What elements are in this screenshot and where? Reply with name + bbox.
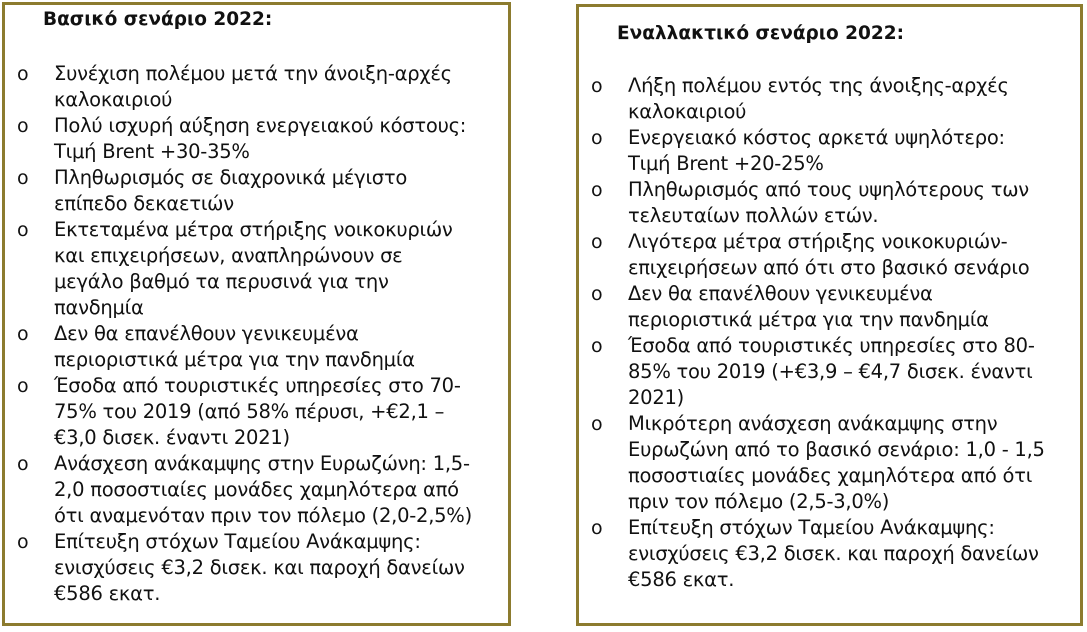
list-item-text-line: Ευρωζώνη από το βασικό σενάριο: 1,0 - 1,5	[628, 438, 1045, 461]
list-item-text-line: ενισχύσεις €3,2 δισεκ. και παροχή δανείων	[54, 556, 465, 579]
bullet-icon: o	[17, 323, 29, 345]
list-item	[579, 229, 1079, 281]
list-item	[5, 529, 505, 607]
list-item-text-line: Τιμή Brent +20-25%	[628, 152, 824, 175]
bullet-icon: o	[591, 75, 603, 97]
list-item-text-line: πανδημία	[54, 296, 144, 319]
alternative-scenario-title: Εναλλακτικό σενάριο 2022:	[617, 23, 905, 44]
bullet-icon: o	[591, 231, 603, 253]
list-item	[5, 165, 505, 217]
alternative-scenario-box	[576, 4, 1083, 626]
list-item-text-line: Ενεργειακό κόστος αρκετά υψηλότερο:	[628, 126, 1005, 149]
list-item-text-line: ποσοστιαίες μονάδες χαμηλότερα από ότι	[628, 464, 1033, 487]
list-item-text-line: και επιχειρήσεων, αναπληρώνουν σε	[54, 244, 403, 267]
list-item-text-line: περιοριστικά μέτρα για την πανδημία	[54, 348, 415, 371]
list-item-text-line: Πληθωρισμός από τους υψηλότερους των	[628, 178, 1029, 201]
list-item-text-line: περιοριστικά μέτρα για την πανδημία	[628, 308, 989, 331]
bullet-icon: o	[17, 63, 29, 85]
list-item	[579, 333, 1079, 411]
alternative-scenario-list	[579, 73, 1079, 593]
bullet-icon: o	[591, 413, 603, 435]
list-item-text-line: 2,0 ποσοστιαίες μονάδες χαμηλότερα από	[54, 478, 459, 501]
list-item-text-line: €586 εκατ.	[54, 582, 161, 605]
list-item-text-line: Επίτευξη στόχων Ταμείου Ανάκαμψης:	[54, 530, 421, 553]
bullet-icon: o	[17, 453, 29, 475]
list-item-text-line: Έσοδα από τουριστικές υπηρεσίες στο 80-	[628, 334, 1035, 357]
list-item-text-line: καλοκαιριού	[628, 100, 747, 123]
list-item	[5, 217, 505, 321]
list-item-text-line: Επίτευξη στόχων Ταμείου Ανάκαμψης:	[628, 516, 995, 539]
list-item	[5, 321, 505, 373]
bullet-icon: o	[17, 531, 29, 553]
list-item-text-line: Συνέχιση πολέμου μετά την άνοιξη-αρχές	[54, 62, 452, 85]
bullet-icon: o	[591, 335, 603, 357]
list-item-text-line: Πληθωρισμός σε διαχρονικά μέγιστο	[54, 166, 408, 189]
list-item-text-line: 85% του 2019 (+€3,9 – €4,7 δισεκ. έναντι	[628, 360, 1033, 383]
bullet-icon: o	[17, 115, 29, 137]
list-item-text-line: Έσοδα από τουριστικές υπηρεσίες στο 70-	[54, 374, 461, 397]
list-item-text-line: επίπεδο δεκαετιών	[54, 192, 234, 215]
list-item	[579, 515, 1079, 593]
list-item-text-line: ενισχύσεις €3,2 δισεκ. και παροχή δανείων	[628, 542, 1039, 565]
list-item	[5, 373, 505, 451]
list-item-text-line: Ανάσχεση ανάκαμψης στην Ευρωζώνη: 1,5-	[54, 452, 470, 475]
list-item-text-line: 2021)	[628, 386, 684, 409]
list-item-text-line: μεγάλο βαθμό τα περυσινά για την	[54, 270, 389, 293]
list-item	[579, 281, 1079, 333]
bullet-icon: o	[17, 219, 29, 241]
list-item-text-line: τελευταίων πολλών ετών.	[628, 204, 879, 227]
list-item	[579, 177, 1079, 229]
bullet-icon: o	[17, 167, 29, 189]
list-item	[579, 411, 1079, 515]
list-item-text-line: καλοκαιριού	[54, 88, 173, 111]
bullet-icon: o	[591, 179, 603, 201]
bullet-icon: o	[17, 375, 29, 397]
list-item-text-line: Δεν θα επανέλθουν γενικευμένα	[54, 322, 359, 345]
list-item	[5, 451, 505, 529]
list-item-text-line: Λήξη πολέμου εντός της άνοιξης-αρχές	[628, 74, 1009, 97]
list-item-text-line: επιχειρήσεων από ότι στο βασικό σενάριο	[628, 256, 1030, 279]
list-item-text-line: Μικρότερη ανάσχεση ανάκαμψης στην	[628, 412, 998, 435]
list-item-text-line: ότι αναμενόταν πριν τον πόλεμο (2,0-2,5%)	[54, 504, 472, 527]
list-item-text-line: πριν τον πόλεμο (2,5-3,0%)	[628, 490, 890, 513]
list-item-text-line: 75% του 2019 (από 58% πέρυσι, +€2,1 –	[54, 400, 445, 423]
list-item-text-line: Δεν θα επανέλθουν γενικευμένα	[628, 282, 933, 305]
baseline-scenario-box	[2, 2, 511, 626]
bullet-icon: o	[591, 283, 603, 305]
baseline-scenario-list	[5, 61, 505, 607]
list-item-text-line: Τιμή Brent +30-35%	[54, 140, 250, 163]
bullet-icon: o	[591, 127, 603, 149]
list-item-text-line: Πολύ ισχυρή αύξηση ενεργειακού κόστους:	[54, 114, 467, 137]
list-item	[5, 113, 505, 165]
list-item	[579, 125, 1079, 177]
list-item	[579, 73, 1079, 125]
list-item-text-line: €3,0 δισεκ. έναντι 2021)	[54, 426, 290, 449]
list-item-text-line: Εκτεταμένα μέτρα στήριξης νοικοκυριών	[54, 218, 453, 241]
list-item-text-line: Λιγότερα μέτρα στήριξης νοικοκυριών-	[628, 230, 1008, 253]
baseline-scenario-title: Βασικό σενάριο 2022:	[43, 9, 273, 30]
bullet-icon: o	[591, 517, 603, 539]
list-item-text-line: €586 εκατ.	[628, 568, 735, 591]
list-item	[5, 61, 505, 113]
